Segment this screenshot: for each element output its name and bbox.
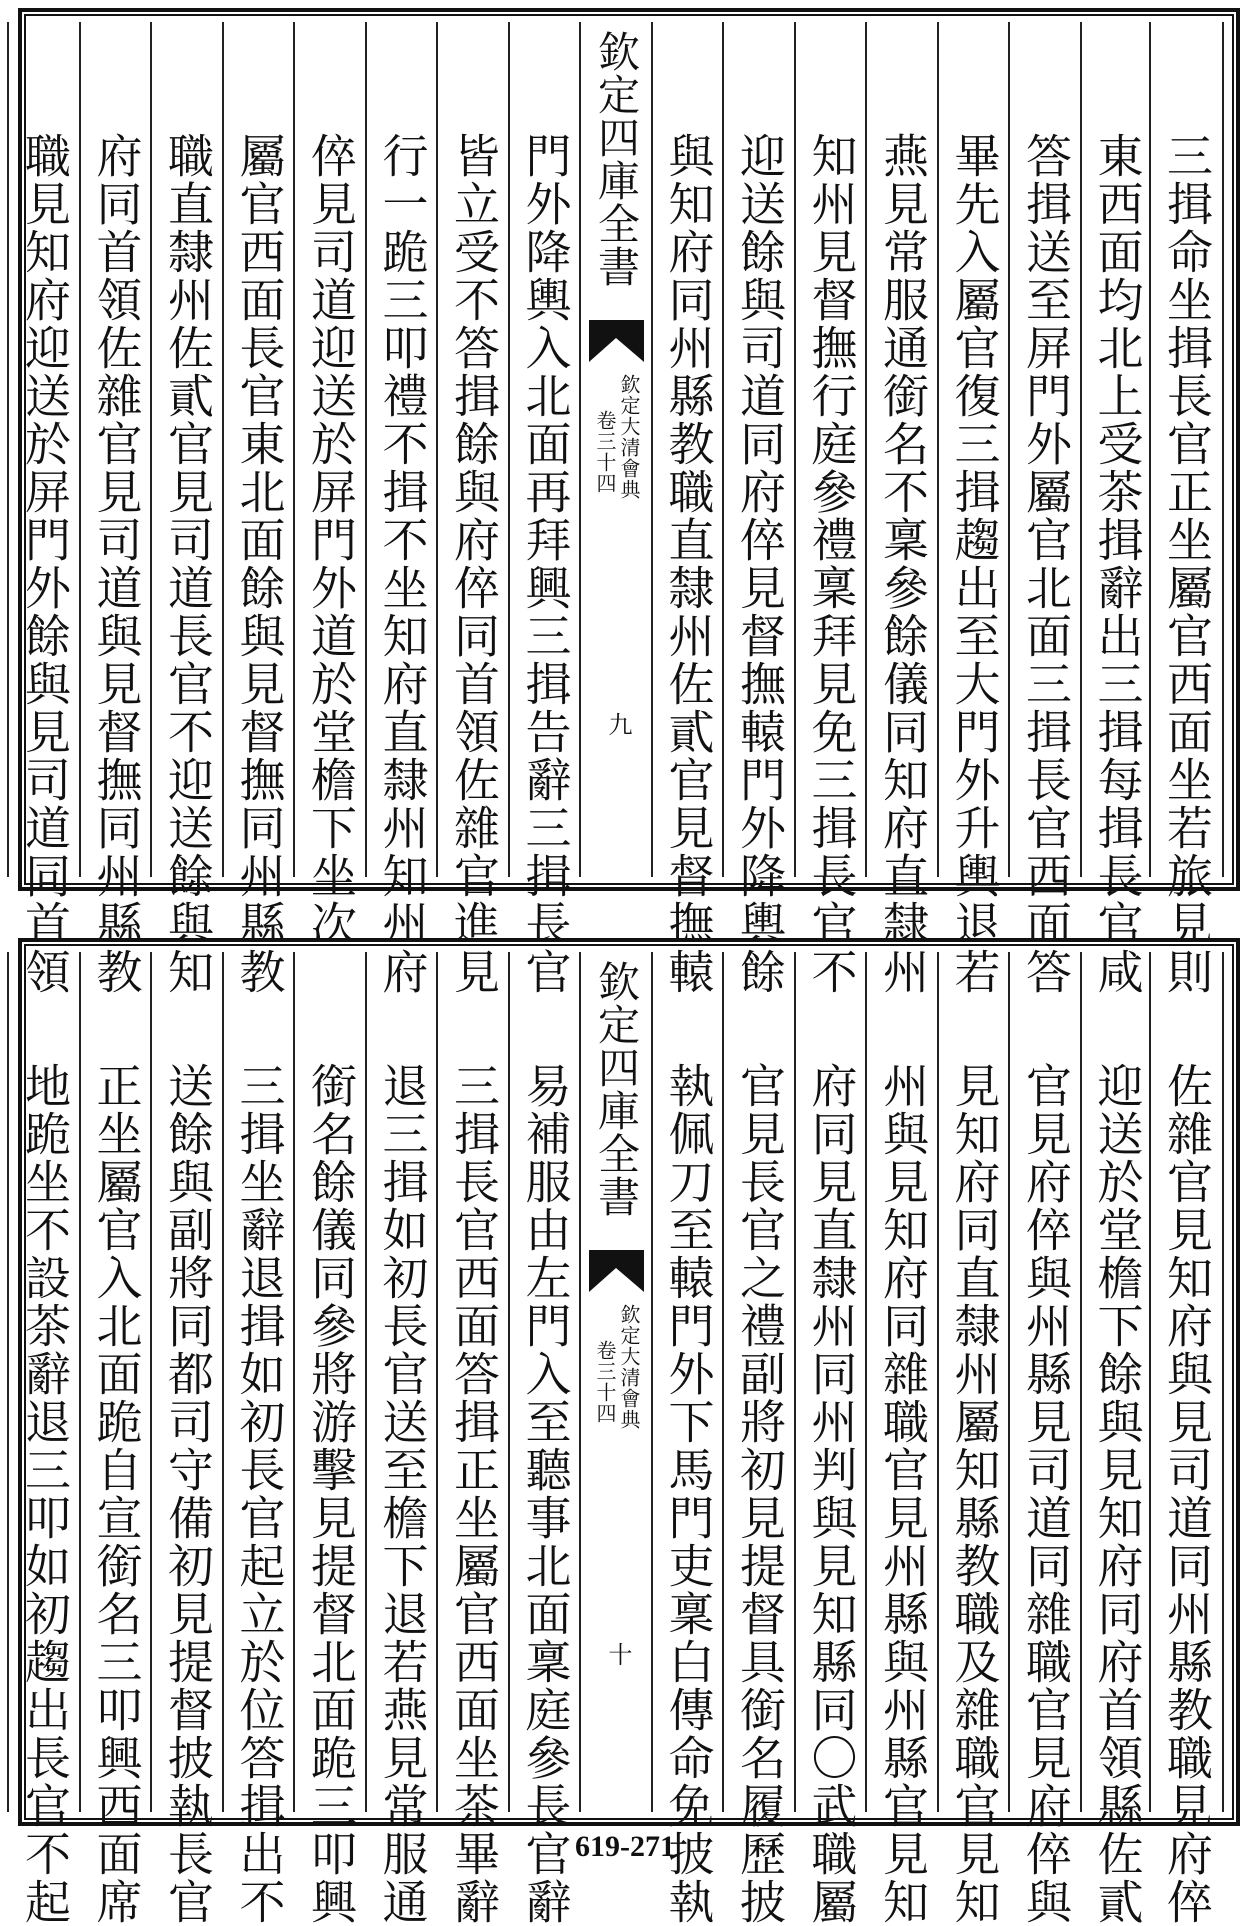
column-text: 州與見知府同雜職官見州縣與州縣官見知 — [876, 1062, 930, 1926]
text-column — [937, 952, 1010, 1926]
text-column — [150, 952, 223, 1926]
text-column — [1149, 22, 1224, 996]
text-column — [436, 952, 509, 1926]
text-column — [150, 22, 223, 996]
book-name: 欽定大清會典 — [617, 374, 641, 500]
text-column — [865, 22, 938, 996]
text-column — [7, 22, 80, 996]
column-text: 退三揖如初長官送至檐下退若燕見常服通 — [375, 1062, 430, 1926]
text-column — [508, 22, 581, 996]
column-text: 屬官西面長官東北面餘與見督撫同州縣教 — [232, 132, 287, 996]
text-column — [865, 952, 938, 1926]
column-text: 正坐屬官入北面跪自宣銜名三叩興西面席 — [89, 1062, 144, 1926]
column-text: 皆立受不答揖餘與府倅同首領佐雜官進見 — [447, 132, 501, 996]
column-text: 迎送餘與司道同府倅見督撫轅門外降輿餘 — [733, 132, 787, 996]
column-text: 行一跪三叩禮不揖不坐知府直隸州知州府 — [375, 132, 430, 996]
fishtail-ornament — [589, 1250, 644, 1292]
text-columns — [18, 22, 1224, 996]
text-column — [1008, 22, 1081, 996]
column-text: 知州見督撫行庭參禮稟拜見免三揖長官不 — [804, 132, 859, 996]
column-text: 迎送於堂檐下餘與見知府同府首領縣佐貳 — [1090, 1062, 1145, 1926]
column-text: 三揖命坐揖長官正坐屬官西面坐若旅見則 — [1160, 132, 1214, 996]
text-column — [7, 952, 80, 1926]
column-text: 答揖送至屏門外屬官北面三揖長官西面答 — [1019, 132, 1073, 996]
text-column — [293, 952, 366, 1926]
book-name: 欽定大清會典 — [617, 1304, 641, 1430]
text-column — [365, 952, 438, 1926]
column-text: 執佩刀至轅門外下馬門吏稟白傳命免披執 — [661, 1062, 716, 1926]
column-text: 官見府倅與州縣見司道同雜職官見府倅與 — [1019, 1062, 1073, 1926]
text-column — [436, 22, 509, 996]
leaf-number: 九 — [604, 712, 632, 736]
book-title: 欽定四庫全書 — [592, 30, 641, 288]
text-column — [1080, 22, 1153, 996]
column-text: 易補服由左門入至聽事北面稟庭參長官辭 — [518, 1062, 573, 1926]
text-column — [508, 952, 581, 1926]
text-column — [1080, 952, 1153, 1926]
text-column — [722, 952, 795, 1926]
column-text: 地跪坐不設茶辭退三叩如初趨出長官不起 — [18, 1062, 72, 1926]
column-text: 三揖坐辭退揖如初長官起立於位答揖出不 — [232, 1062, 287, 1926]
text-column — [79, 952, 152, 1926]
text-column — [937, 22, 1010, 996]
leaf-number: 十 — [604, 1642, 632, 1666]
text-column — [1008, 952, 1081, 1926]
center-spine — [579, 22, 652, 877]
text-column — [794, 22, 867, 996]
text-column — [222, 952, 295, 1926]
text-column — [1149, 952, 1224, 1926]
fishtail-ornament — [589, 320, 644, 362]
text-column — [651, 952, 724, 1926]
column-text: 送餘與副將同都司守備初見提督披執長官 — [161, 1062, 215, 1926]
column-text: 職直隸州佐貳官見司道長官不迎送餘與知 — [161, 132, 215, 996]
text-column — [365, 22, 438, 996]
volume-label: 卷三十四 — [593, 410, 617, 494]
column-text: 三揖長官西面答揖正坐屬官西面坐茶畢辭 — [447, 1062, 501, 1926]
text-column — [794, 952, 867, 1926]
column-text: 銜名餘儀同參將游擊見提督北面跪三叩興 — [304, 1062, 358, 1926]
column-text: 官見長官之禮副將初見提督具銜名履歷披 — [733, 1062, 787, 1926]
column-text: 東西面均北上受茶揖辭出三揖每揖長官咸 — [1090, 132, 1145, 996]
column-text: 職見知府迎送於屏門外餘與見司道同首領 — [18, 132, 72, 996]
column-text: 門外降輿入北面再拜興三揖告辭三揖長官 — [518, 132, 573, 996]
column-text: 倅見司道迎送於屏門外道於堂檐下坐次 — [304, 132, 358, 948]
column-text: 府同首領佐雜官見司道與見督撫同州縣教 — [89, 132, 144, 996]
column-text: 佐雜官見知府與見司道同州縣教職見府倅 — [1160, 1062, 1214, 1926]
volume-label: 卷三十四 — [593, 1340, 617, 1424]
text-column — [722, 22, 795, 996]
column-text: 見知府同直隸州屬知縣教職及雜職官見知 — [947, 1062, 1002, 1926]
column-text: 府同見直隸州同州判與見知縣同〇武職屬 — [804, 1062, 859, 1926]
book-title: 欽定四庫全書 — [592, 960, 641, 1218]
page-number-footer: 619-271 — [575, 1830, 675, 1863]
column-text: 燕見常服通銜名不稟參餘儀同知府直隸州 — [876, 132, 930, 996]
column-text: 畢先入屬官復三揖趨出至大門外升輿退若 — [947, 132, 1002, 996]
column-text: 與知府同州縣教職直隸州佐貳官見督撫轅 — [661, 132, 716, 996]
text-column — [293, 22, 366, 948]
text-column — [222, 22, 295, 996]
text-column — [79, 22, 152, 996]
text-column — [651, 22, 724, 996]
center-spine — [579, 952, 652, 1812]
page-top — [18, 8, 1240, 996]
